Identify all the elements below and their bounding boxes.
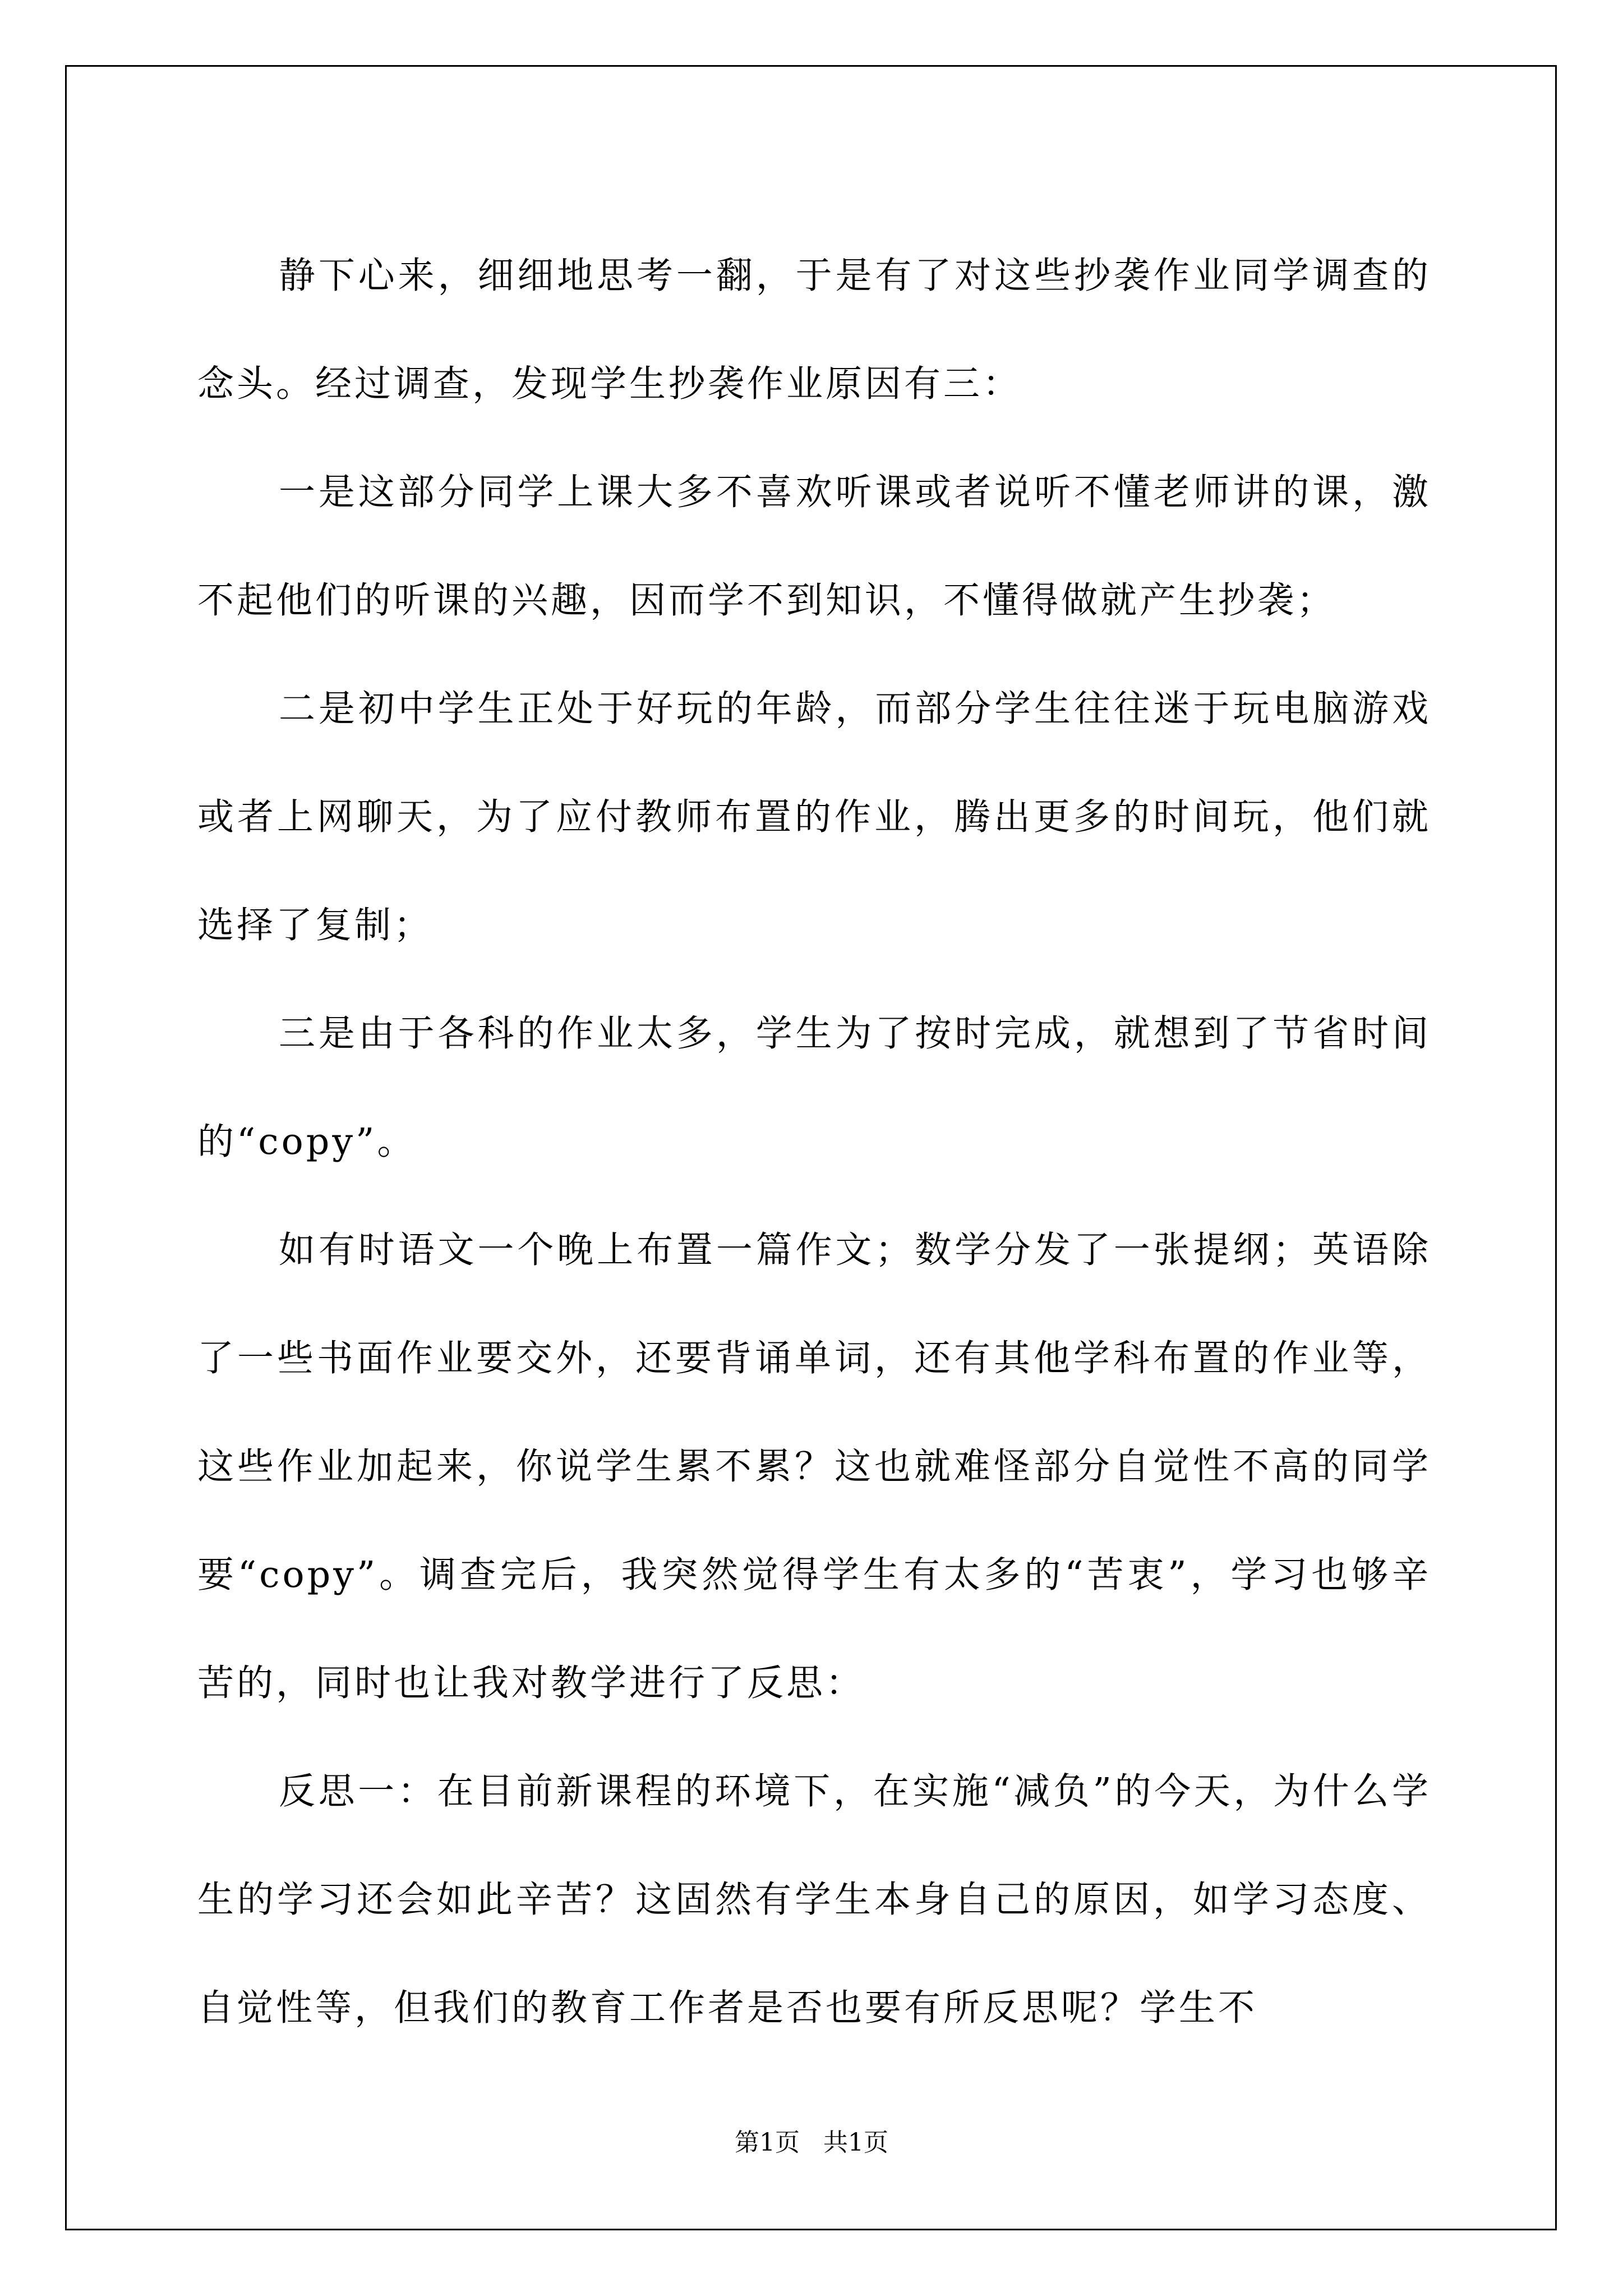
paragraph: 反思一：在目前新课程的环境下，在实施“减负”的今天，为什么学生的学习还会如此辛苦？这固然有学生本身自己的原因，如学习态度、自觉性等，但我们的教育工作者是否也要有所反思呢？学生不 — [197, 1770, 1431, 2029]
paragraph: 一是这部分同学上课大多不喜欢听课或者说听不懂老师讲的课，激不起他们的听课的兴趣，因而学不到知识，不懂得做就产生抄袭； — [197, 471, 1431, 622]
document-body — [197, 222, 1431, 2062]
paragraph: 三是由于各科的作业太多，学生为了按时完成，就想到了节省时间的“copy”。 — [197, 1013, 1431, 1163]
page-footer: 第1页 共1页 — [735, 2128, 888, 2157]
paragraph: 二是初中学生正处于好玩的年龄，而部分学生往往迷于玩电脑游戏或者上网聊天，为了应付教师布置的作业，腾出更多的时间玩，他们就选择了复制； — [197, 688, 1431, 946]
paragraph: 静下心来，细细地思考一翻，于是有了对这些抄袭作业同学调查的念头。经过调查，发现学生抄袭作业原因有三： — [197, 255, 1431, 405]
paragraph: 如有时语文一个晚上布置一篇作文；数学分发了一张提纲；英语除了一些书面作业要交外，还要背诵单词，还有其他学科布置的作业等，这些作业加起来，你说学生累不累？这也就难怪部分自觉性不高的同学要“copy”。调查完后，我突然觉得学生有太多的“苦衷”，学习也够辛苦的，同时也让我对教学进行了反思： — [197, 1229, 1431, 1704]
